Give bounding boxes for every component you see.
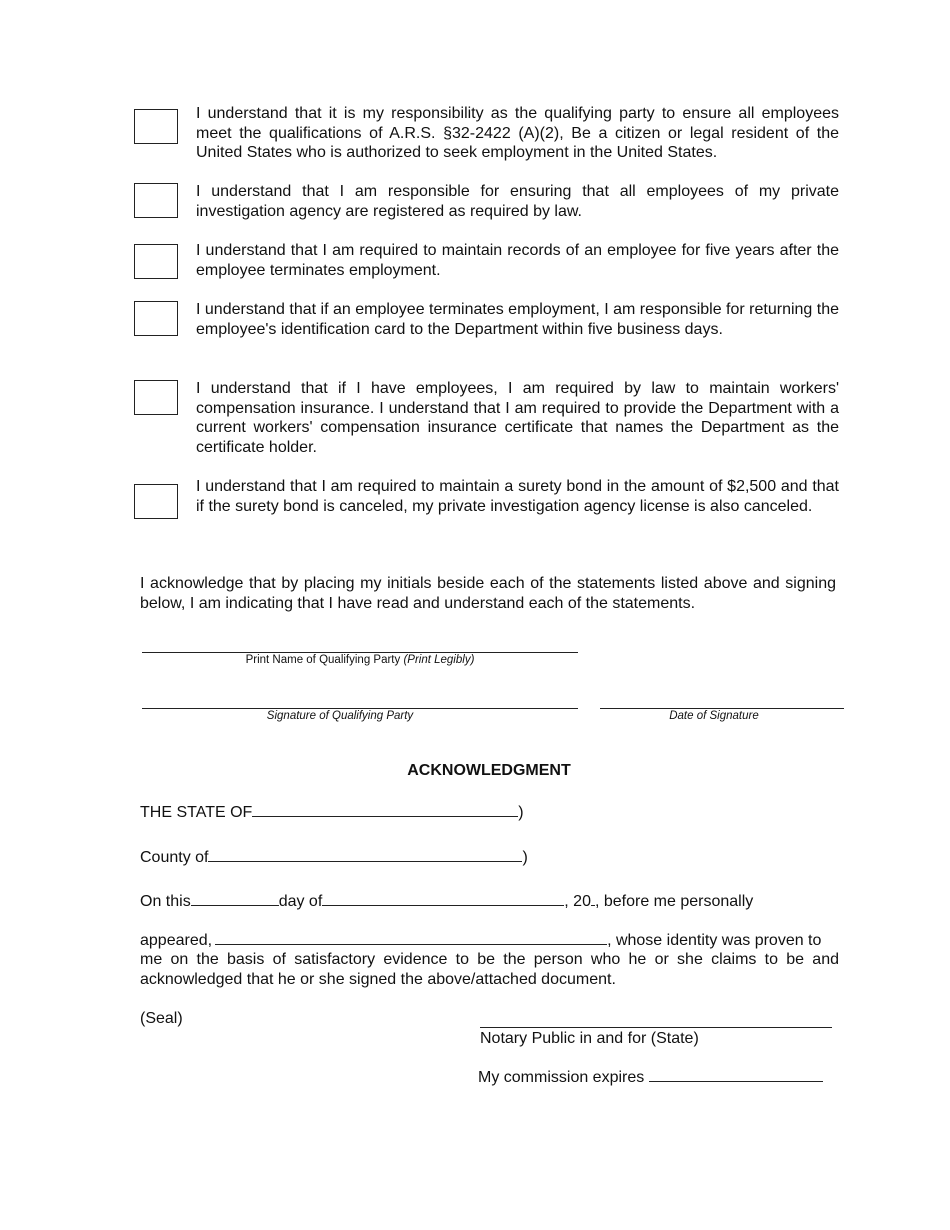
county-row: [140, 847, 528, 868]
seal-label: (Seal): [140, 1010, 183, 1027]
state-row: [140, 802, 524, 823]
initial-box-1[interactable]: [134, 109, 178, 144]
commission-field[interactable]: [649, 1067, 823, 1082]
day-field[interactable]: [191, 891, 279, 906]
commission-row: [478, 1067, 823, 1088]
initial-box-2[interactable]: [134, 183, 178, 218]
state-label: THE STATE OF: [140, 804, 253, 821]
date-caption: Date of Signature: [669, 710, 759, 722]
appeared-row: [140, 930, 821, 951]
date-line[interactable]: [600, 708, 844, 709]
signature-line[interactable]: [142, 708, 578, 709]
statement-2: I understand that I am responsible for ensuring that all employees of my private investigation agency are registered as required by law.: [196, 183, 839, 220]
statement-5: I understand that if I have employees, I am required by law to maintain workers' compensation insurance. I understand that I am required to provide the Department with a current workers' compensation insurance certificate that names the Department as the certificate holder.: [196, 380, 839, 456]
notary-label: Notary Public in and for (State): [480, 1030, 699, 1047]
state-close-paren: ): [518, 804, 524, 821]
commission-label: My commission expires: [478, 1069, 645, 1086]
initial-box-4[interactable]: [134, 301, 178, 336]
print-name-caption: [142, 654, 578, 666]
on-this-label: On this: [140, 893, 191, 910]
print-name-label: Print Name of Qualifying Party: [245, 654, 401, 666]
date-row: [140, 891, 753, 912]
signature-caption: Signature of Qualifying Party: [266, 710, 414, 722]
appeared-rest: , whose identity was proven to: [607, 932, 822, 949]
print-name-hint: (Print Legibly): [403, 654, 475, 666]
statement-4: I understand that if an employee terminates employment, I am responsible for returning the employee's identification card to the Department within five business days.: [196, 301, 840, 338]
acknowledgement-text: I acknowledge that by placing my initials beside each of the statements listed above and signing below, I am indicating that I have read and understand each of the statements.: [140, 575, 836, 612]
state-field[interactable]: [252, 802, 518, 817]
statement-3: I understand that I am required to maintain records of an employee for five years after the employee terminates employment.: [196, 242, 839, 279]
statement-1: I understand that it is my responsibility as the qualifying party to ensure all employees meet the qualifications of A.R.S. §32-2422 (A)(2), Be a citizen or legal resident of the United States who is authorized to seek employment in the United States.: [196, 105, 839, 162]
appeared-label: appeared,: [140, 932, 213, 949]
notary-signature-line[interactable]: [480, 1027, 832, 1028]
year-prefix: , 20: [564, 893, 591, 910]
day-of-label: day of: [278, 893, 323, 910]
initial-box-6[interactable]: [134, 484, 178, 519]
print-name-line[interactable]: [142, 652, 578, 653]
acknowledgment-title: ACKNOWLEDGMENT: [407, 762, 571, 779]
before-me-label: , before me personally: [594, 893, 754, 910]
notary-paragraph: me on the basis of satisfactory evidence to be the person who he or she claims to be and acknowledged that he or she signed the above/attached document.: [140, 951, 839, 988]
appeared-name-field[interactable]: [215, 930, 607, 945]
initial-box-5[interactable]: [134, 380, 178, 415]
county-label: County of: [140, 849, 209, 866]
month-field[interactable]: [322, 891, 564, 906]
initial-box-3[interactable]: [134, 244, 178, 279]
county-field[interactable]: [208, 847, 522, 862]
statement-6: I understand that I am required to maintain a surety bond in the amount of $2,500 and that if the surety bond is canceled, my private investigation agency license is also canceled.: [196, 478, 839, 515]
county-close-paren: ): [522, 849, 528, 866]
